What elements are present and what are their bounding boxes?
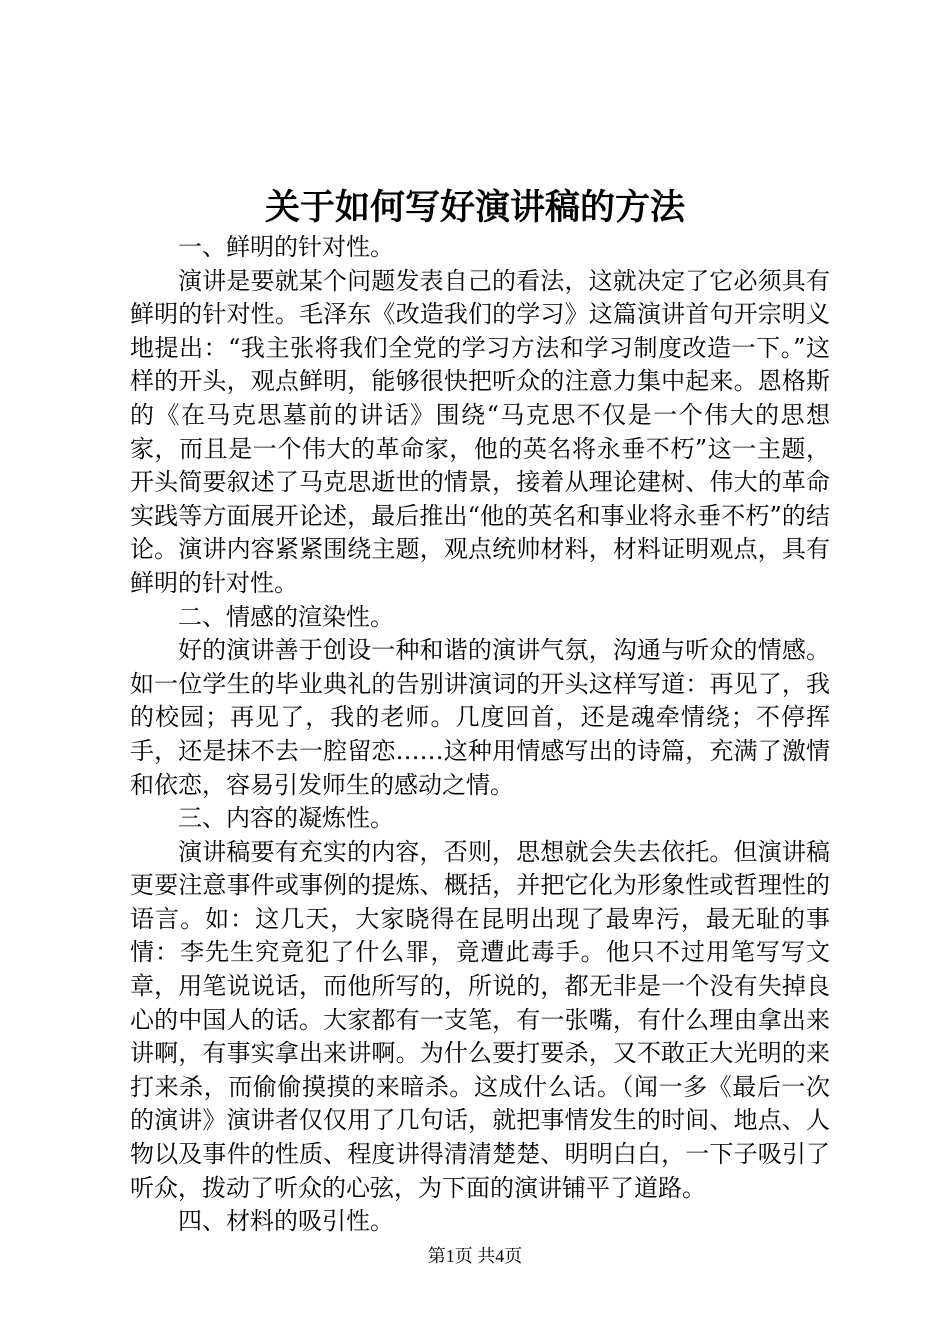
heading-targeting: 一、鲜明的针对性。 [178, 233, 394, 261]
document-title: 关于如何写好演讲稿的方法 [264, 187, 685, 228]
heading-material: 四、材料的吸引性。 [178, 1207, 394, 1236]
paragraph-content: 演讲稿要有充实的内容，否则，思想就会失去依托。但演讲稿更要注意事件或事例的提炼、概括，并把它化为形象性或哲理性的语言。如：这几天，大家晓得在昆明出现了最卑污，最无耻的事情：李先生究竟犯了什么罪，竟遭此毒手。他只不过用笔写写文章，用笔说说话，而他所写的，所说的，都无非是一个没有失掉良心的中国人的话。大家都有一支笔，有一张嘴，有什么理由拿出来讲啊，有事实拿出来讲啊。为什么要打要杀，又不敢正大光明的来打来杀，而偷偷摸摸的来暗杀。这成什么话。（闻一多《最后一次的演讲》演讲者仅仅用了几句话，就把事情发生的时间、地点、人物以及事件的性质、程度讲得清清楚楚、明明白白，一下子吸引了听众，拨动了听众的心弦，为下面的演讲铺平了道路。 [130, 837, 830, 1202]
paragraph-targeting: 演讲是要就某个问题发表自己的看法，这就决定了它必须具有鲜明的针对性。毛泽东《改造我们的学习》这篇演讲首句开宗明义地提出：“我主张将我们全党的学习方法和学习制度改造一下。”这样的开头，观点鲜明，能够很快把听众的注意力集中起来。恩格斯的《在马克思墓前的讲话》围绕“马克思不仅是一个伟大的思想家，而且是一个伟大的革命家，他的英名将永垂不朽”这一主题，开头简要叙述了马克思逝世的情景，接着从理论建树、伟大的革命实践等方面展开论述，最后推出“他的英名和事业将永垂不朽”的结论。演讲内容紧紧围绕主题，观点统帅材料，材料证明观点，具有鲜明的针对性。 [130, 266, 830, 597]
paragraph-emotion: 好的演讲善于创设一种和谐的演讲气氛，沟通与听众的情感。如一位学生的毕业典礼的告别讲演词的开头这样写道：再见了，我的校园；再见了，我的老师。几度回首，还是魂牵情绕；不停挥手，还是抹不去一腔留恋……这种用情感写出的诗篇，充满了激情和依恋，容易引发师生的感动之情。 [130, 636, 830, 799]
page-footer: 第1页 共4页 [427, 1246, 523, 1266]
heading-content: 三、内容的凝炼性。 [178, 804, 394, 833]
document-body [130, 231, 830, 1239]
heading-emotion: 二、情感的渲染性。 [178, 602, 394, 631]
